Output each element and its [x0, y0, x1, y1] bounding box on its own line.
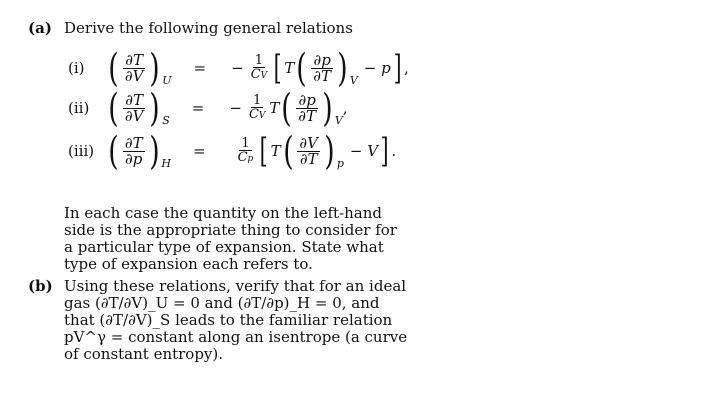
- part-a-line-4: type of expansion each refers to.: [64, 255, 313, 273]
- eq3-inner-T: T: [270, 142, 281, 160]
- eq2-sign: −: [229, 99, 242, 117]
- eq2-coef-num: 1: [253, 92, 262, 108]
- eq3-coef-den-sub: p: [247, 153, 254, 164]
- eq2-inner-T: T: [269, 99, 280, 117]
- eq1-coef-den: C: [250, 66, 261, 82]
- eq1-sign: −: [231, 59, 244, 77]
- part-b-line-2: gas (∂T/∂V)_U = 0 and (∂T/∂p)_H = 0, and: [64, 294, 380, 312]
- part-b-line-3: that (∂T/∂V)_S leads to the familiar relation: [64, 311, 393, 329]
- eq1-tail: − p: [363, 59, 391, 77]
- part-b-line-4: pV^γ = constant along an isentrope (a curve: [64, 328, 408, 346]
- part-b-paragraph: [64, 278, 407, 363]
- eq2-lhs-num: ∂T: [125, 90, 143, 109]
- eq1-inner-den: ∂T: [313, 66, 332, 85]
- eq2-coef-den-sub: V: [258, 110, 266, 121]
- equation-ii: (ii) ( $\frac{\partial T}{\partial V}$ ) S = − $\frac{1}{CV}$ T ( $\frac{\partial p}{\partial T}$ ) V ,: [68, 86, 348, 130]
- eq2-inner-den: ∂T: [298, 106, 317, 125]
- part-a-line-3: a particular type of expansion. State what: [64, 238, 384, 256]
- eq3-inner-num: ∂V: [299, 133, 319, 152]
- eq2-coef-den: C: [248, 106, 259, 122]
- eq3-lhs-num: ∂T: [124, 133, 143, 152]
- eq3-coef-num: 1: [241, 135, 250, 151]
- eq3-end: .: [391, 142, 397, 160]
- part-a-line-2: side is the appropriate thing to consider for: [64, 221, 397, 239]
- eq1-coef-den-sub: V: [260, 70, 268, 81]
- eq3-lhs-sub: H: [161, 156, 172, 170]
- eq1-inner-T: T: [284, 59, 295, 77]
- eq2-inner-num: ∂p: [298, 90, 316, 109]
- eq1-lhs-sub: U: [162, 73, 172, 87]
- eq2-lhs-den: ∂V: [124, 106, 144, 125]
- equation-i-label: (i): [68, 59, 85, 77]
- part-a-line-1: In each case the quantity on the left-hand: [64, 204, 382, 222]
- eq2-inner-sub: V: [334, 113, 343, 127]
- eq1-coef-num: 1: [254, 52, 264, 68]
- equation-iii-label: (iii): [68, 142, 95, 160]
- part-b-line-1: Using these relations, verify that for an ideal: [64, 277, 407, 295]
- eq1-end: ,: [404, 59, 409, 77]
- eq1-inner-num: ∂p: [313, 50, 331, 69]
- part-a-heading: Derive the following general relations: [64, 19, 353, 37]
- equation-i: (i) ( $\frac{\partial T}{\partial V}$ ) U = − $\frac{1}{CV}$ [ T ( $\frac{\partial p}{\partial T}$ ) V − p ] ,: [68, 46, 409, 90]
- eq2-lhs-sub: S: [162, 113, 170, 127]
- part-a-label: (a): [28, 19, 52, 37]
- eq1-lhs-den: ∂V: [124, 66, 144, 85]
- equation-ii-label: (ii): [68, 99, 90, 117]
- eq1-inner-sub: V: [349, 73, 358, 87]
- eq3-inner-sub: p: [336, 156, 344, 170]
- eq3-lhs-den: ∂p: [125, 149, 143, 168]
- equation-iii: (iii) ( $\frac{\partial T}{\partial p}$ ) H = $\frac{1}{Cp}$ [ T ( $\frac{\partial V}{\partial T}$ ) p − V ] .: [68, 129, 397, 173]
- eq3-coef-den: C: [237, 149, 248, 165]
- eq3-inner-den: ∂T: [299, 149, 318, 168]
- eq2-end: ,: [342, 99, 348, 117]
- part-a-paragraph: [64, 205, 397, 273]
- eq1-lhs-num: ∂T: [125, 50, 143, 69]
- part-b-line-5: of constant entropy).: [64, 345, 224, 363]
- part-b-label: (b): [28, 277, 53, 295]
- eq3-tail: − V: [349, 142, 379, 160]
